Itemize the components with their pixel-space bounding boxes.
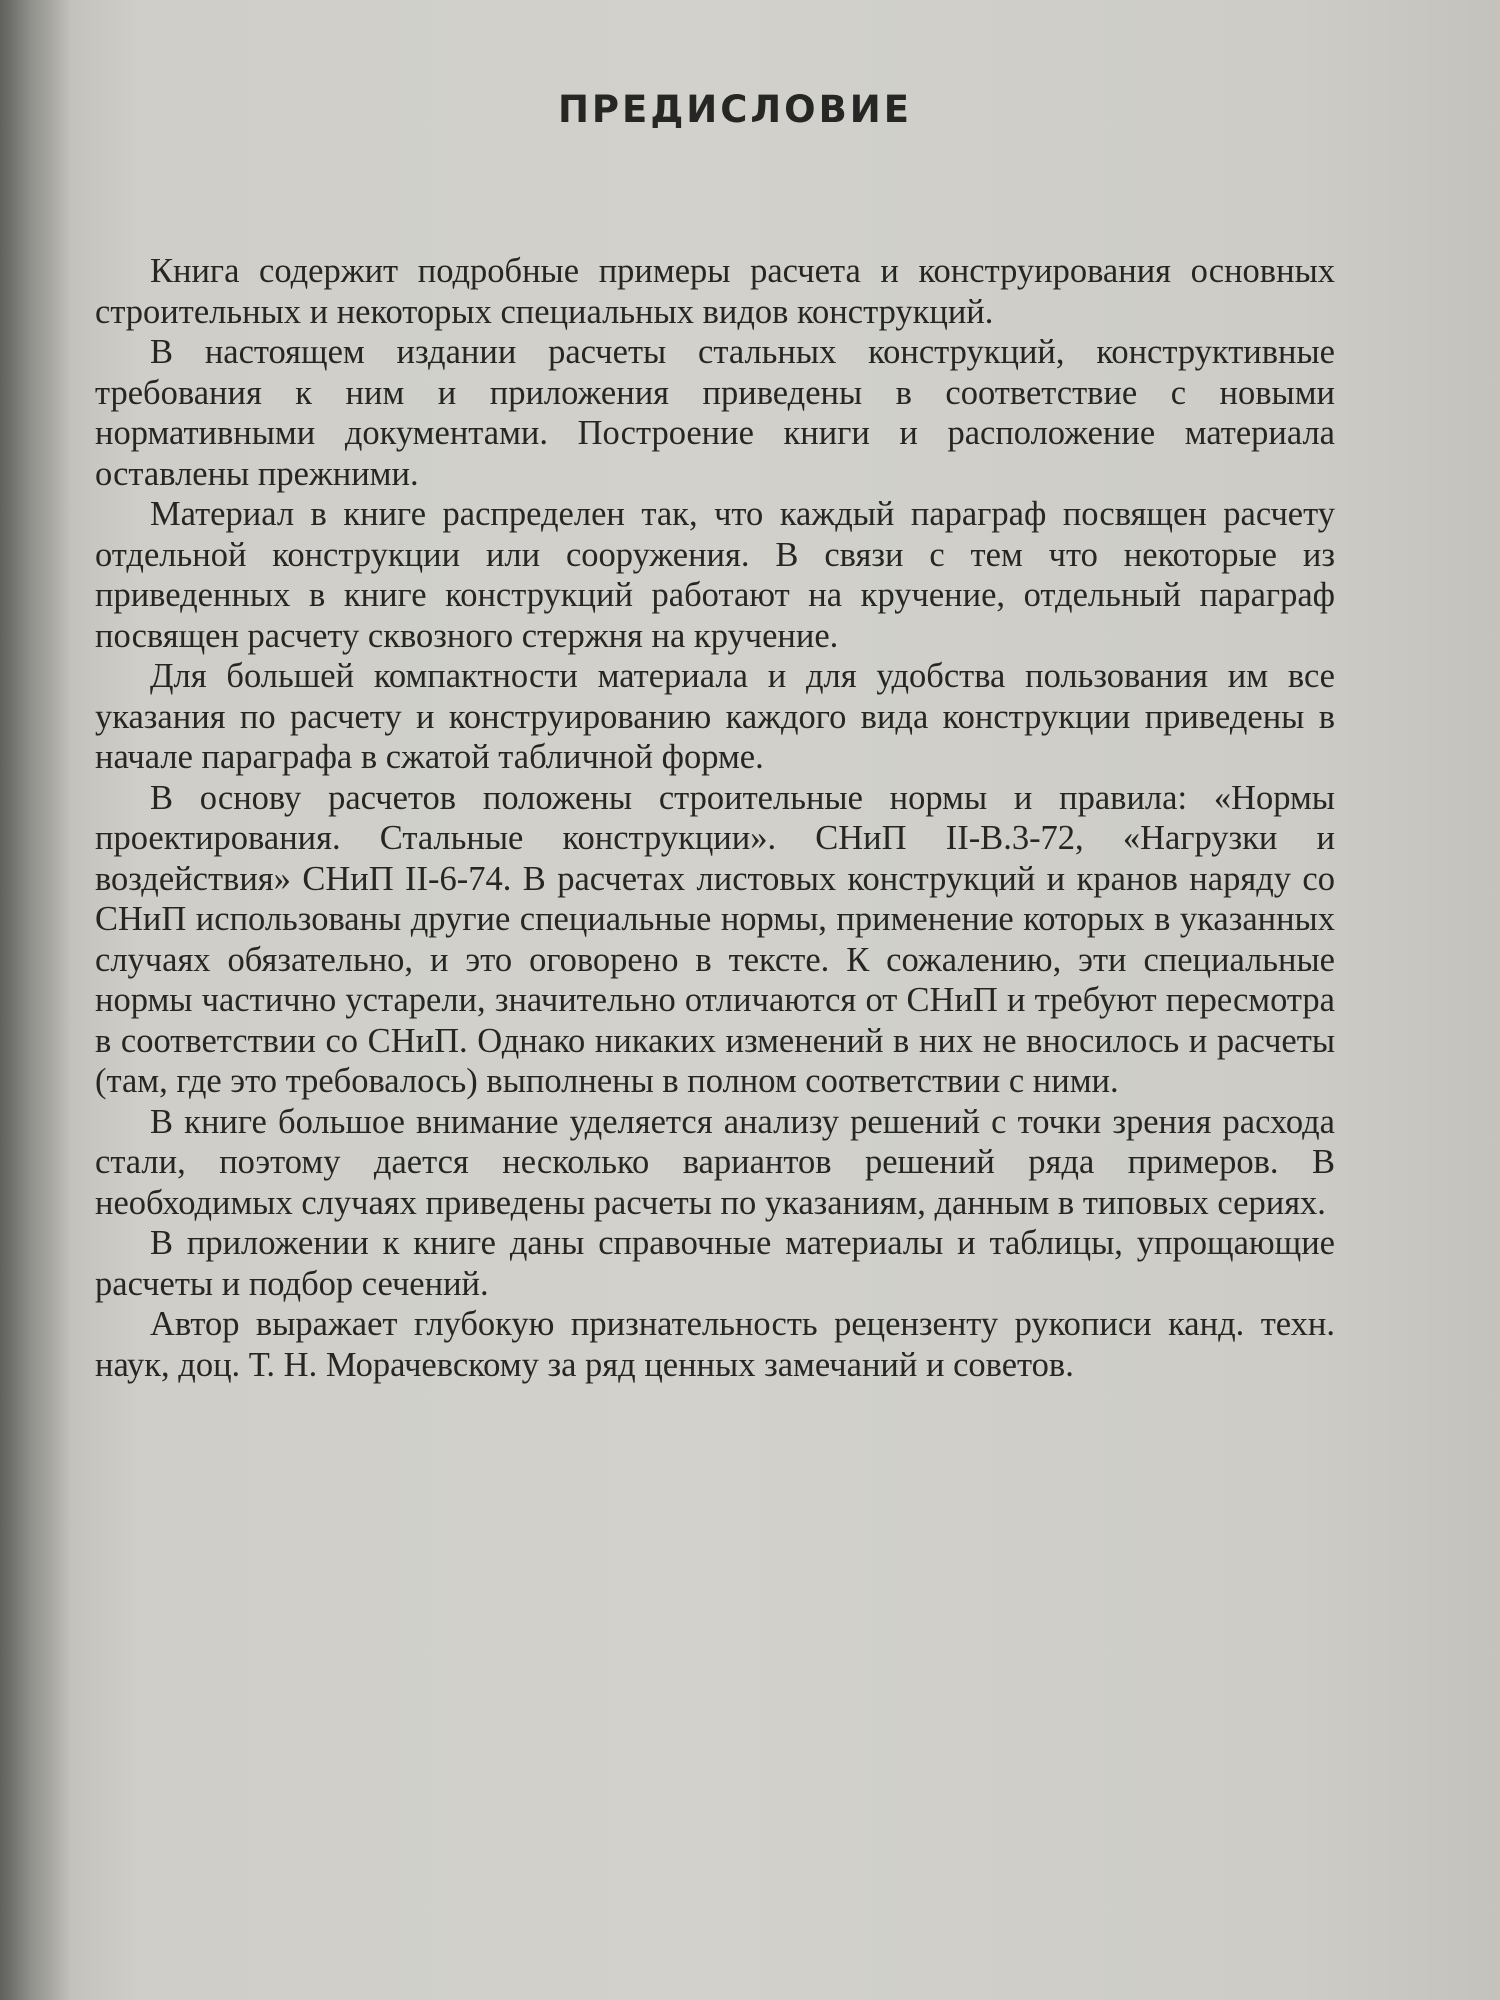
paragraph-7: В приложении к книге даны справочные материалы и таблицы, упрощающие расчеты и подбор сечений. (95, 1224, 1335, 1303)
page-title: ПРЕДИСЛОВИЕ (557, 88, 913, 131)
paragraph-1: Книга содержит подробные примеры расчета и конструирования основных строительных и некоторых специальных видов конструкций. (95, 252, 1335, 331)
paragraph-6: В книге большое внимание уделяется анализу решений с точки зрения расхода стали, поэтому дается несколько вариантов решений ряда примеров. В необходимых случаях приведены расчеты по указаниям, данным в типовых сериях. (95, 1102, 1335, 1222)
paragraph-4: Для большей компактности материала и для удобства пользования им все указания по расчету и конструированию каждого вида конструкции приведены в начале параграфа в сжатой табличной форме. (95, 657, 1335, 776)
page-content (95, 88, 1335, 1385)
paragraph-5: В основу расчетов положены строительные нормы и правила: «Нормы проектирования. Стальные конструкции». СНиП II-В.3-72, «Нагрузки и воздействия» СНиП II-6-74. В расчетах листовых конструкций и кранов наряду со СНиП использованы другие специальные нормы, применение которых в указанных случаях обязательно, и это оговорено в тексте. К сожалению, эти специальные нормы частично устарели, значительно отличаются от СНиП и требуют пересмотра в соответствии со СНиП. Однако никаких изменений в них не вносилось и расчеты (там, где это требовалось) выполнены в полном соответствии с ними. (95, 778, 1335, 1100)
paragraph-2: В настоящем издании расчеты стальных конструкций, конструктивные требования к ним и приложения приведены в соответствие с новыми нормативными документами. Построение книги и расположение материала оставлены прежними. (95, 333, 1335, 493)
page-gutter-shadow (0, 0, 70, 2000)
paragraph-8: Автор выражает глубокую признательность рецензенту рукописи канд. техн. наук, доц. Т. Н. Морачевскому за ряд ценных замечаний и советов. (95, 1305, 1335, 1384)
paragraph-3: Материал в книге распределен так, что каждый параграф посвящен расчету отдельной конструкции или сооружения. В связи с тем что некоторые из приведенных в книге конструкций работают на кручение, отдельный параграф посвящен расчету сквозного стержня на кручение. (95, 495, 1335, 655)
